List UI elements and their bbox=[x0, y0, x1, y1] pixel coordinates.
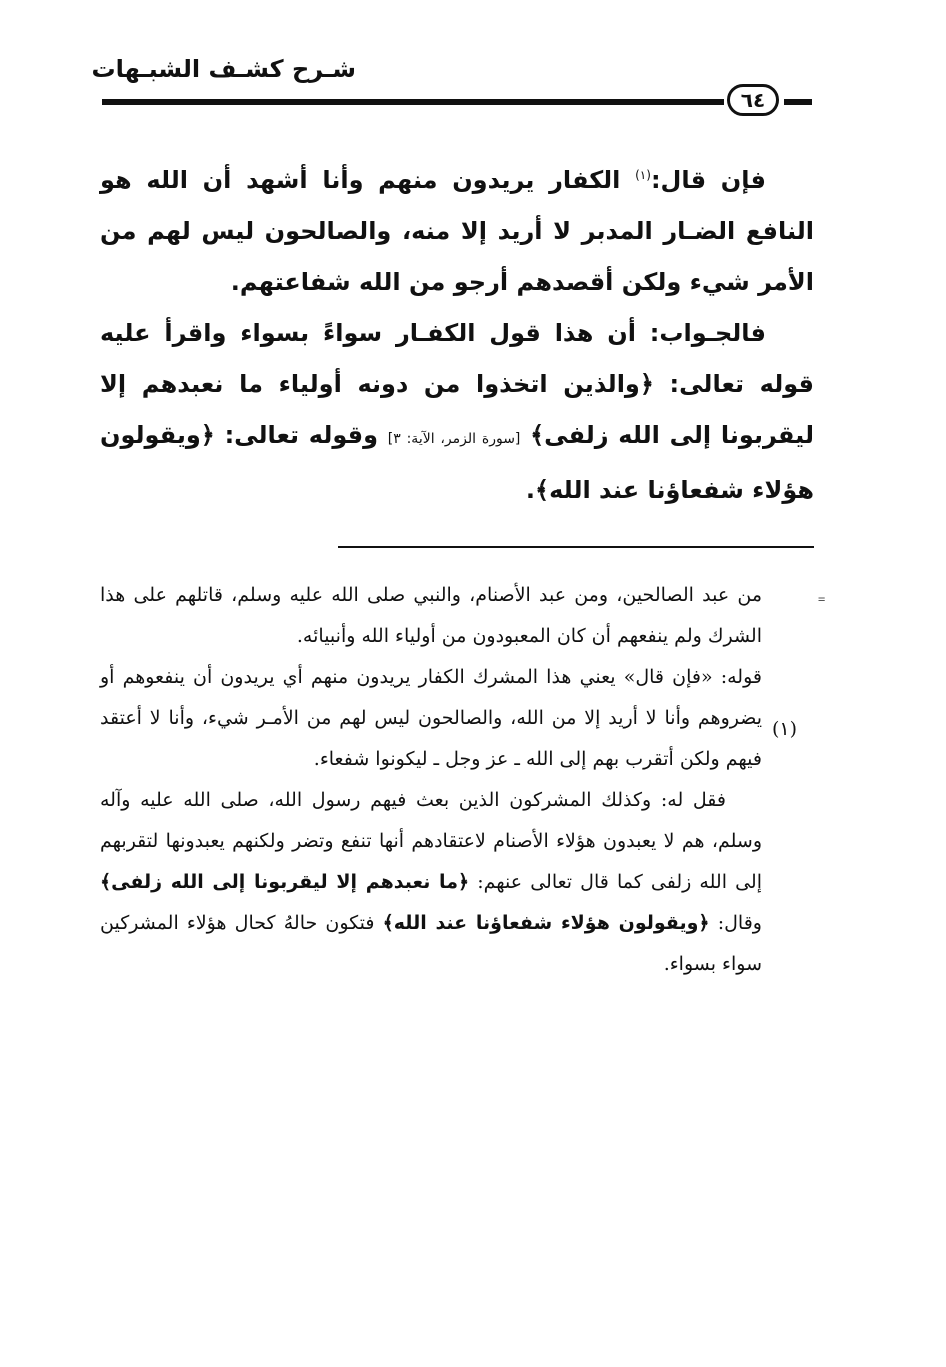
footnote-marker: (١) bbox=[635, 168, 651, 182]
running-title: شـرح كشـف الشبـهات bbox=[91, 55, 356, 83]
main-text bbox=[100, 150, 814, 516]
footnote-text: وقال: bbox=[709, 912, 762, 934]
footnote-1: قوله: «فإن قال» يعني هذا المشرك الكفار يريدون منهم أي يريدون أن ينفعوهم أو يضروهم وأنا لا أريد إلا من الله، والصالحون ليس لهم من الأمـر شيء، وأنا لا أعتقد فيهم ولكن أتقرب بهم إلى الله ـ عز وجل ـ ليكونوا شفعاء. bbox=[100, 666, 762, 770]
footnote-number: (١) bbox=[772, 718, 798, 740]
quran-quote: ﴿ما نعبدهم إلا ليقربونا إلى الله زلفى﴾ bbox=[100, 871, 470, 893]
quran-citation: [سورة الزمر، الآية: ٣] bbox=[387, 431, 521, 447]
header-rule-short bbox=[784, 99, 812, 105]
page-number: ٦٤ bbox=[727, 84, 779, 116]
header-rule bbox=[102, 99, 724, 105]
main-paragraph-2 bbox=[100, 308, 814, 516]
answer-text: فالجـواب: أن هذا قول الكفـار سواءً بسواء واقرأ عليه قوله تعالى: ﴿والذين اتخذوا من دونه أولياء ما نعبدهم إلا ليقربونا إلى الله زلفى﴾ bbox=[100, 319, 814, 449]
footnote-continued: من عبد الصالحين، ومن عبد الأصنام، والنبي صلى الله عليه وسلم، قاتلهم على هذا الشرك ولم ينفعهم أن كان المعبودون من أولياء الله وأنبيائه. bbox=[100, 584, 762, 647]
quran-quote: ﴿ويقولون هؤلاء شفعاؤنا عند الله﴾ bbox=[382, 912, 710, 934]
answer-text-end: وقوله تعالى: ﴿ويقولون هؤلاء شفعاؤنا عند الله﴾. bbox=[100, 421, 814, 504]
footnote-text: فقل له: وكذلك المشركون الذين بعث فيهم رسول الله، صلى الله عليه وآله وسلم، هم لا يعبدون هؤلاء الأصنام لاعتقادهم أنها تنفع وتضر ولكنهم يعبدونها لتقربهم إلى الله زلفى كما قال تعالى عنهم: bbox=[100, 789, 762, 893]
objection-lead: فإن قال: bbox=[650, 166, 766, 194]
objection-text: الكفار يريدون منهم وأنا أشهد أن الله هو النافع الضـار المدبر لا أريد إلا منه، والصالحون ليس لهم من الأمر شيء ولكن أقصدهم أرجو من الله شفاعتهم. bbox=[100, 166, 814, 296]
footnote-1-paragraph-2 bbox=[100, 780, 762, 985]
main-paragraph-1 bbox=[100, 150, 814, 308]
footnote-text: فتكون حالهُ كحال هؤلاء المشركين سواء بسواء. bbox=[100, 912, 762, 975]
margin-mark: = bbox=[818, 592, 826, 606]
page-header bbox=[0, 0, 946, 130]
footnote-separator bbox=[338, 546, 814, 548]
footnotes bbox=[100, 575, 762, 985]
